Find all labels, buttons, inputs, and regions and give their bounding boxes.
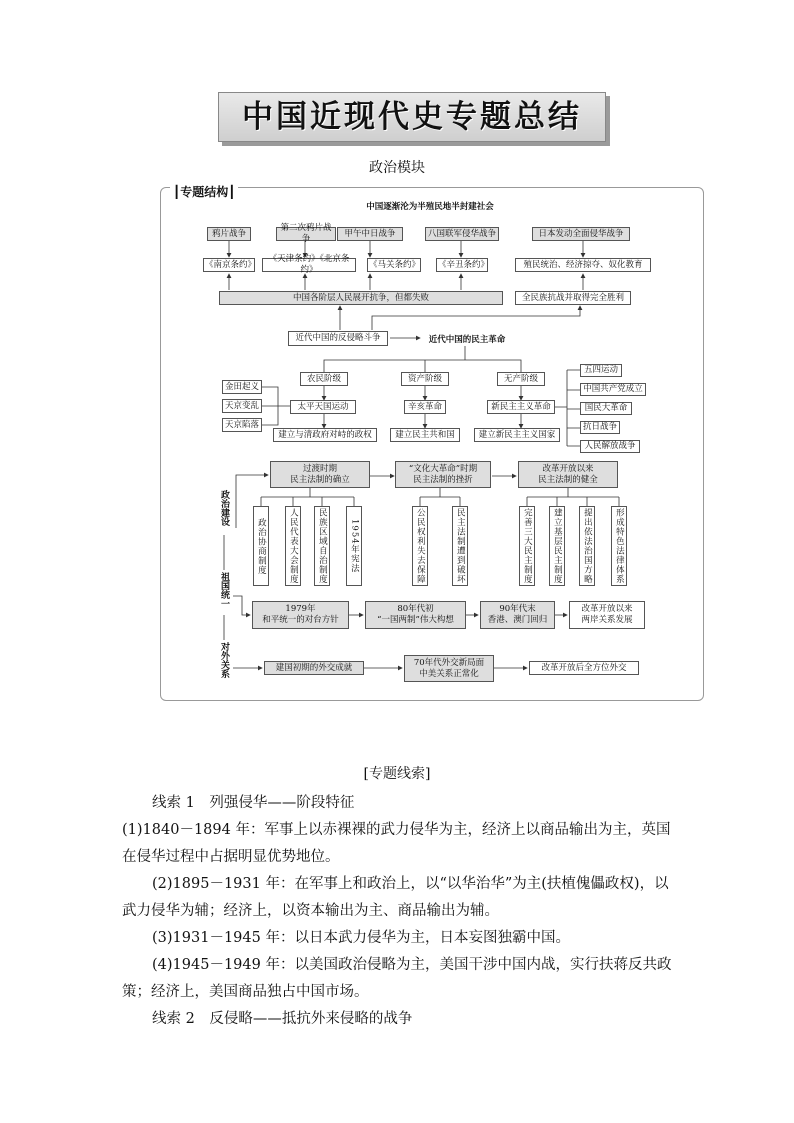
- page-title: 中国近现代史专题总结: [242, 99, 582, 135]
- democ-label: 近代中国的民主革命: [428, 335, 506, 345]
- result-box: 建立新民主主义国家: [474, 428, 560, 442]
- class-box: 无产阶级: [497, 372, 545, 386]
- stage-item: 完善三大民主制度: [519, 506, 535, 586]
- stage-item: 建立基层民主制度: [549, 506, 565, 586]
- event-box: 中国共产党成立: [580, 383, 646, 396]
- anti-box: 近代中国的反侵略斗争: [288, 331, 388, 346]
- side-label: 祖国统一: [219, 572, 229, 608]
- war-box: 鸦片战争: [207, 227, 251, 241]
- stage-item: 人民代表大会制度: [285, 506, 301, 586]
- section-title: [专题线索]: [363, 766, 431, 782]
- stage-box: “文化大革命”时期 民主法制的挫折: [395, 461, 491, 488]
- clue-title: 反侵略——抵抗外来侵略的战争: [209, 1011, 413, 1027]
- victory-box: 全民族抗战并取得完全胜利: [515, 291, 631, 305]
- event-box: 天京陷落: [222, 418, 262, 432]
- event-box: 抗日战争: [580, 421, 620, 434]
- war-box: 八国联军侵华战争: [425, 227, 499, 241]
- stage-item: 1954年宪法: [346, 506, 362, 586]
- stage-item: 形成特色法律体系: [611, 506, 627, 586]
- class-box: 资产阶级: [401, 372, 449, 386]
- clue-label: 线索 1: [152, 795, 210, 811]
- treaty-box: 殖民统治、经济掠夺、奴化教育: [515, 258, 651, 272]
- page-subtitle: 政治模块: [369, 160, 425, 176]
- war-box: 甲午中日战争: [337, 227, 403, 241]
- treaty-box: 《辛丑条约》: [436, 258, 488, 272]
- stage-item: 民族区域自治制度: [314, 506, 330, 586]
- stage-item: 提出依法治国方略: [579, 506, 595, 586]
- event-box: 国民大革命: [580, 402, 632, 415]
- clue-label: 线索 2: [152, 1011, 210, 1027]
- stage-item: 民主法制遭到破坏: [452, 506, 468, 586]
- stage-item: 政治协商制度: [253, 506, 269, 586]
- unity-box: 1979年 和平统一的对台方针: [252, 601, 349, 629]
- war-box: 日本发动全面侵华战争: [532, 227, 630, 241]
- unity-box: 90年代末 香港、澳门回归: [480, 601, 555, 629]
- revolution-box: 辛亥革命: [404, 400, 446, 414]
- event-box: 五四运动: [580, 364, 622, 377]
- panel-tag: ┃专题结构┃: [170, 183, 238, 200]
- unity-box: 改革开放以来 两岸关系发展: [569, 601, 645, 629]
- paragraph: (4)1945－1949 年：以美国政治侵略为主，美国干涉中国内战，实行扶蒋反共政策；经济上，美国商品独占中国市场。: [122, 957, 672, 1000]
- stage-item: 公民权利失去保障: [412, 506, 428, 586]
- result-box: 建立民主共和国: [390, 428, 460, 442]
- paragraph: (3)1931－1945 年：以日本武力侵华为主，日本妄图独霸中国。: [152, 930, 570, 946]
- side-label: 政治建设: [219, 490, 229, 526]
- side-label: 对外关系: [219, 642, 229, 678]
- resist-box: 中国各阶层人民展开抗争，但都失败: [219, 291, 503, 305]
- event-box: 天京变乱: [222, 399, 262, 413]
- result-box: 建立与清政府对峙的政权: [273, 428, 377, 442]
- diagram-top: 中国逐渐沦为半殖民地半封建社会: [366, 202, 494, 212]
- clue-2-heading: [122, 1006, 678, 1033]
- war-box: 第二次鸦片战争: [276, 227, 336, 241]
- stage-box: 过渡时期 民主法制的确立: [270, 461, 370, 488]
- clue-title: 列强侵华——阶段特征: [209, 795, 355, 811]
- revolution-box: 新民主主义革命: [487, 400, 555, 414]
- foreign-box: 建国初期的外交成就: [264, 661, 364, 675]
- paragraph: (1)1840－1894 年：军事上以赤裸裸的武力侵华为主，经济上以商品输出为主，英国在侵华过程中占据明显优势地位。: [122, 822, 671, 865]
- revolution-box: 太平天国运动: [290, 400, 356, 414]
- event-box: 人民解放战争: [580, 440, 640, 453]
- treaty-box: 《马关条约》: [367, 258, 421, 272]
- unity-box: 80年代初 “一国两制”伟大构想: [365, 601, 466, 629]
- treaty-box: 《南京条约》: [203, 258, 255, 272]
- class-box: 农民阶级: [300, 372, 348, 386]
- foreign-box: 改革开放后全方位外交: [529, 661, 639, 675]
- treaty-box: 《天津条约》《北京条约》: [262, 258, 356, 272]
- clue-1-heading: [122, 790, 678, 817]
- foreign-box: 70年代外交新局面 中美关系正常化: [404, 655, 494, 682]
- event-box: 金田起义: [222, 380, 262, 394]
- stage-box: 改革开放以来 民主法制的健全: [518, 461, 618, 488]
- paragraph: (2)1895－1931 年：在军事上和政治上，以“以华治华”为主(扶植傀儡政权)，以武力侵华为辅；经济上，以资本输出为主、商品输出为辅。: [122, 876, 669, 919]
